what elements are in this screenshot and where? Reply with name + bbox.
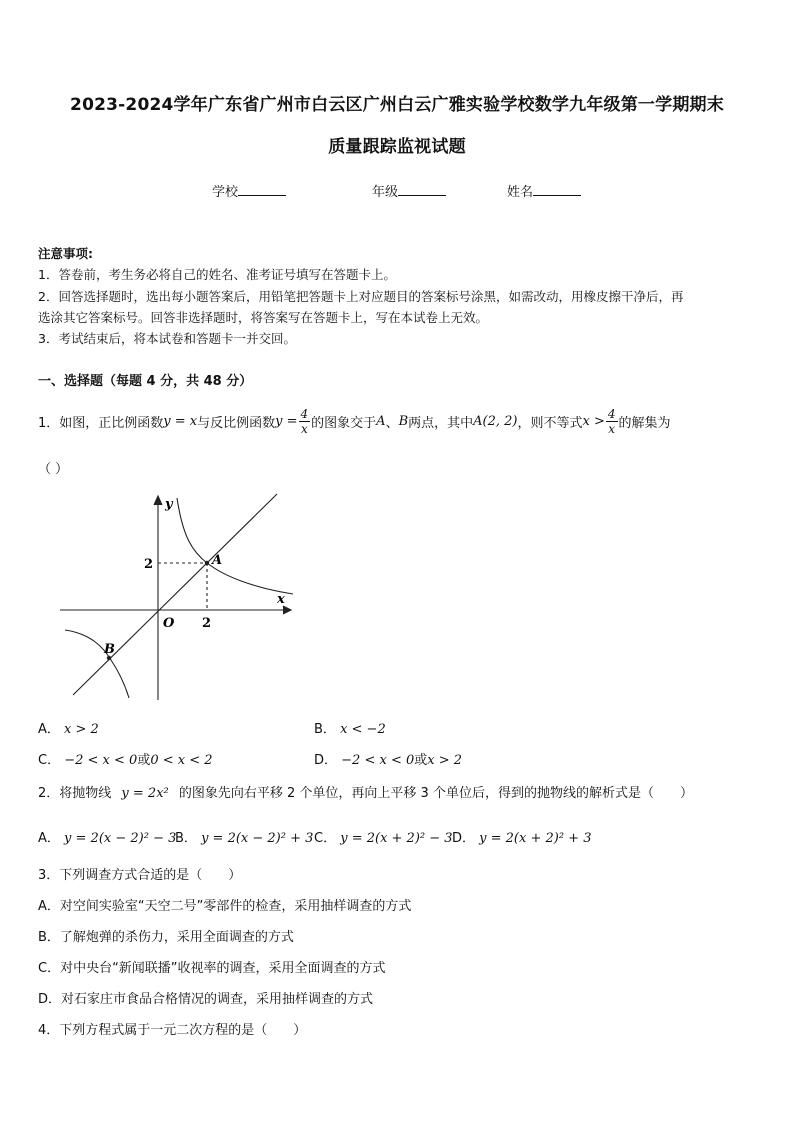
note-item: 1．答卷前，考生务必将自己的姓名、准考证号填写在答题卡上。 — [38, 267, 396, 282]
q1-point-a: A — [376, 413, 386, 429]
origin-label: O — [163, 616, 175, 631]
q3-option-b[interactable]: B．了解炮弹的杀伤力，采用全面调查的方式 — [38, 930, 294, 945]
q1-fraction: $\frac{4}{x}$ — [300, 406, 309, 436]
q1-option-a[interactable]: A． x > 2 — [38, 722, 99, 737]
tick-label-y-2: 2 — [144, 557, 154, 572]
note-item: 选涂其它答案标号。回答非选择题时，将答案写在答题卡上，写在本试卷上无效。 — [38, 310, 489, 325]
school-blank — [238, 183, 286, 196]
q1-text: 的图象交于 — [311, 415, 377, 431]
name-field — [507, 181, 581, 200]
q2-option-c[interactable]: C． y = 2(x + 2)² − 3 — [314, 831, 453, 846]
note-item: 2．回答选择题时，选出每小题答案后，用铅笔把答题卡上对应题目的答案标号涂黑，如需改动，用橡皮擦干净后，再 — [38, 289, 684, 304]
question-3-stem: 3．下列调查方式合适的是（ ） — [38, 868, 242, 883]
q1-text: 两点，其中 — [408, 415, 474, 431]
grade-label: 年级 — [372, 185, 399, 200]
q2-option-d[interactable]: D． y = 2(x + 2)² + 3 — [452, 831, 592, 846]
q1-fn-linear: y = x — [163, 413, 198, 429]
section-heading: 一、选择题（每题 4 分，共 48 分） — [38, 374, 253, 389]
point-b-label: B — [104, 642, 115, 657]
exam-title-line1: 2023-2024学年广东省广州市白云区广州白云广雅实验学校数学九年级第一学期期末 — [70, 95, 724, 115]
q1-text: 的解集为 — [618, 415, 671, 431]
q1-fraction: $\frac{4}{x}$ — [607, 406, 616, 436]
hyperbola-branch-1 — [177, 498, 293, 594]
q2-option-b[interactable]: B． y = 2(x − 2)² + 3 — [175, 831, 314, 846]
name-blank — [533, 183, 581, 196]
q1-coord-a: A(2, 2) — [473, 413, 518, 429]
question-1-stem: 1．如图，正比例函数 y = x 与反比例函数 y = $\frac{4}{x}$ 的图象交于 A 、 B 两点，其中 A(2, 2) ，则不等式 x > $\frac{4}{x}$ 的解集为 — [38, 406, 671, 436]
q1-option-b[interactable]: B． x < −2 — [314, 722, 386, 737]
grade-field — [372, 181, 446, 200]
x-axis-arrow — [283, 606, 291, 614]
school-label: 学校 — [212, 185, 239, 200]
q3-option-a[interactable]: A．对空间实验室“天空二号”零部件的检查，采用抽样调查的方式 — [38, 899, 412, 914]
q1-function-graph — [55, 490, 300, 705]
q1-point-b: B — [398, 413, 409, 429]
grade-blank — [398, 183, 446, 196]
q3-option-d[interactable]: D．对石家庄市食品合格情况的调查，采用抽样调查的方式 — [38, 992, 374, 1007]
point-a-label: A — [212, 553, 223, 568]
question-4-stem: 4．下列方程式属于一元二次方程的是（ ） — [38, 1023, 307, 1038]
q1-option-c[interactable]: C． −2 < x < 0或0 < x < 2 — [38, 753, 213, 768]
q1-text: 1．如图，正比例函数 — [38, 415, 164, 431]
question-2-stem: 2．将抛物线 y = 2x² 的图象先向右平移 2 个单位，再向上平移 3 个单位后，得到的抛物线的解析式是（ ） — [38, 786, 693, 801]
q1-option-d[interactable]: D． −2 < x < 0或x > 2 — [314, 753, 463, 768]
x-axis-label: x — [277, 592, 285, 607]
school-field — [212, 181, 286, 200]
q1-text: ，则不等式 — [517, 415, 583, 431]
q1-text: 与反比例函数 — [197, 415, 276, 431]
q2-parabola: y = 2x² — [121, 786, 169, 801]
line-y-equals-x — [73, 494, 277, 695]
q1-answer-paren: （ ） — [38, 462, 69, 477]
tick-label-x-2: 2 — [202, 616, 212, 631]
y-axis-arrow — [154, 496, 162, 505]
point-a-dot — [205, 561, 209, 565]
q2-option-a[interactable]: A． y = 2(x − 2)² − 3 — [38, 831, 177, 846]
q3-option-c[interactable]: C．对中央台“新闻联播”收视率的调查，采用全面调查的方式 — [38, 961, 386, 976]
exam-title-line2: 质量跟踪监视试题 — [328, 137, 466, 157]
q1-inequality-lhs: x > — [582, 413, 605, 429]
notes-heading: 注意事项: — [38, 246, 93, 261]
hyperbola-branch-2 — [65, 630, 129, 698]
y-axis-label: y — [165, 497, 173, 512]
note-item: 3．考试结束后，将本试卷和答题卡一并交回。 — [38, 331, 296, 346]
name-label: 姓名 — [507, 185, 534, 200]
q1-fn-inverse-lhs: y = — [275, 413, 298, 429]
